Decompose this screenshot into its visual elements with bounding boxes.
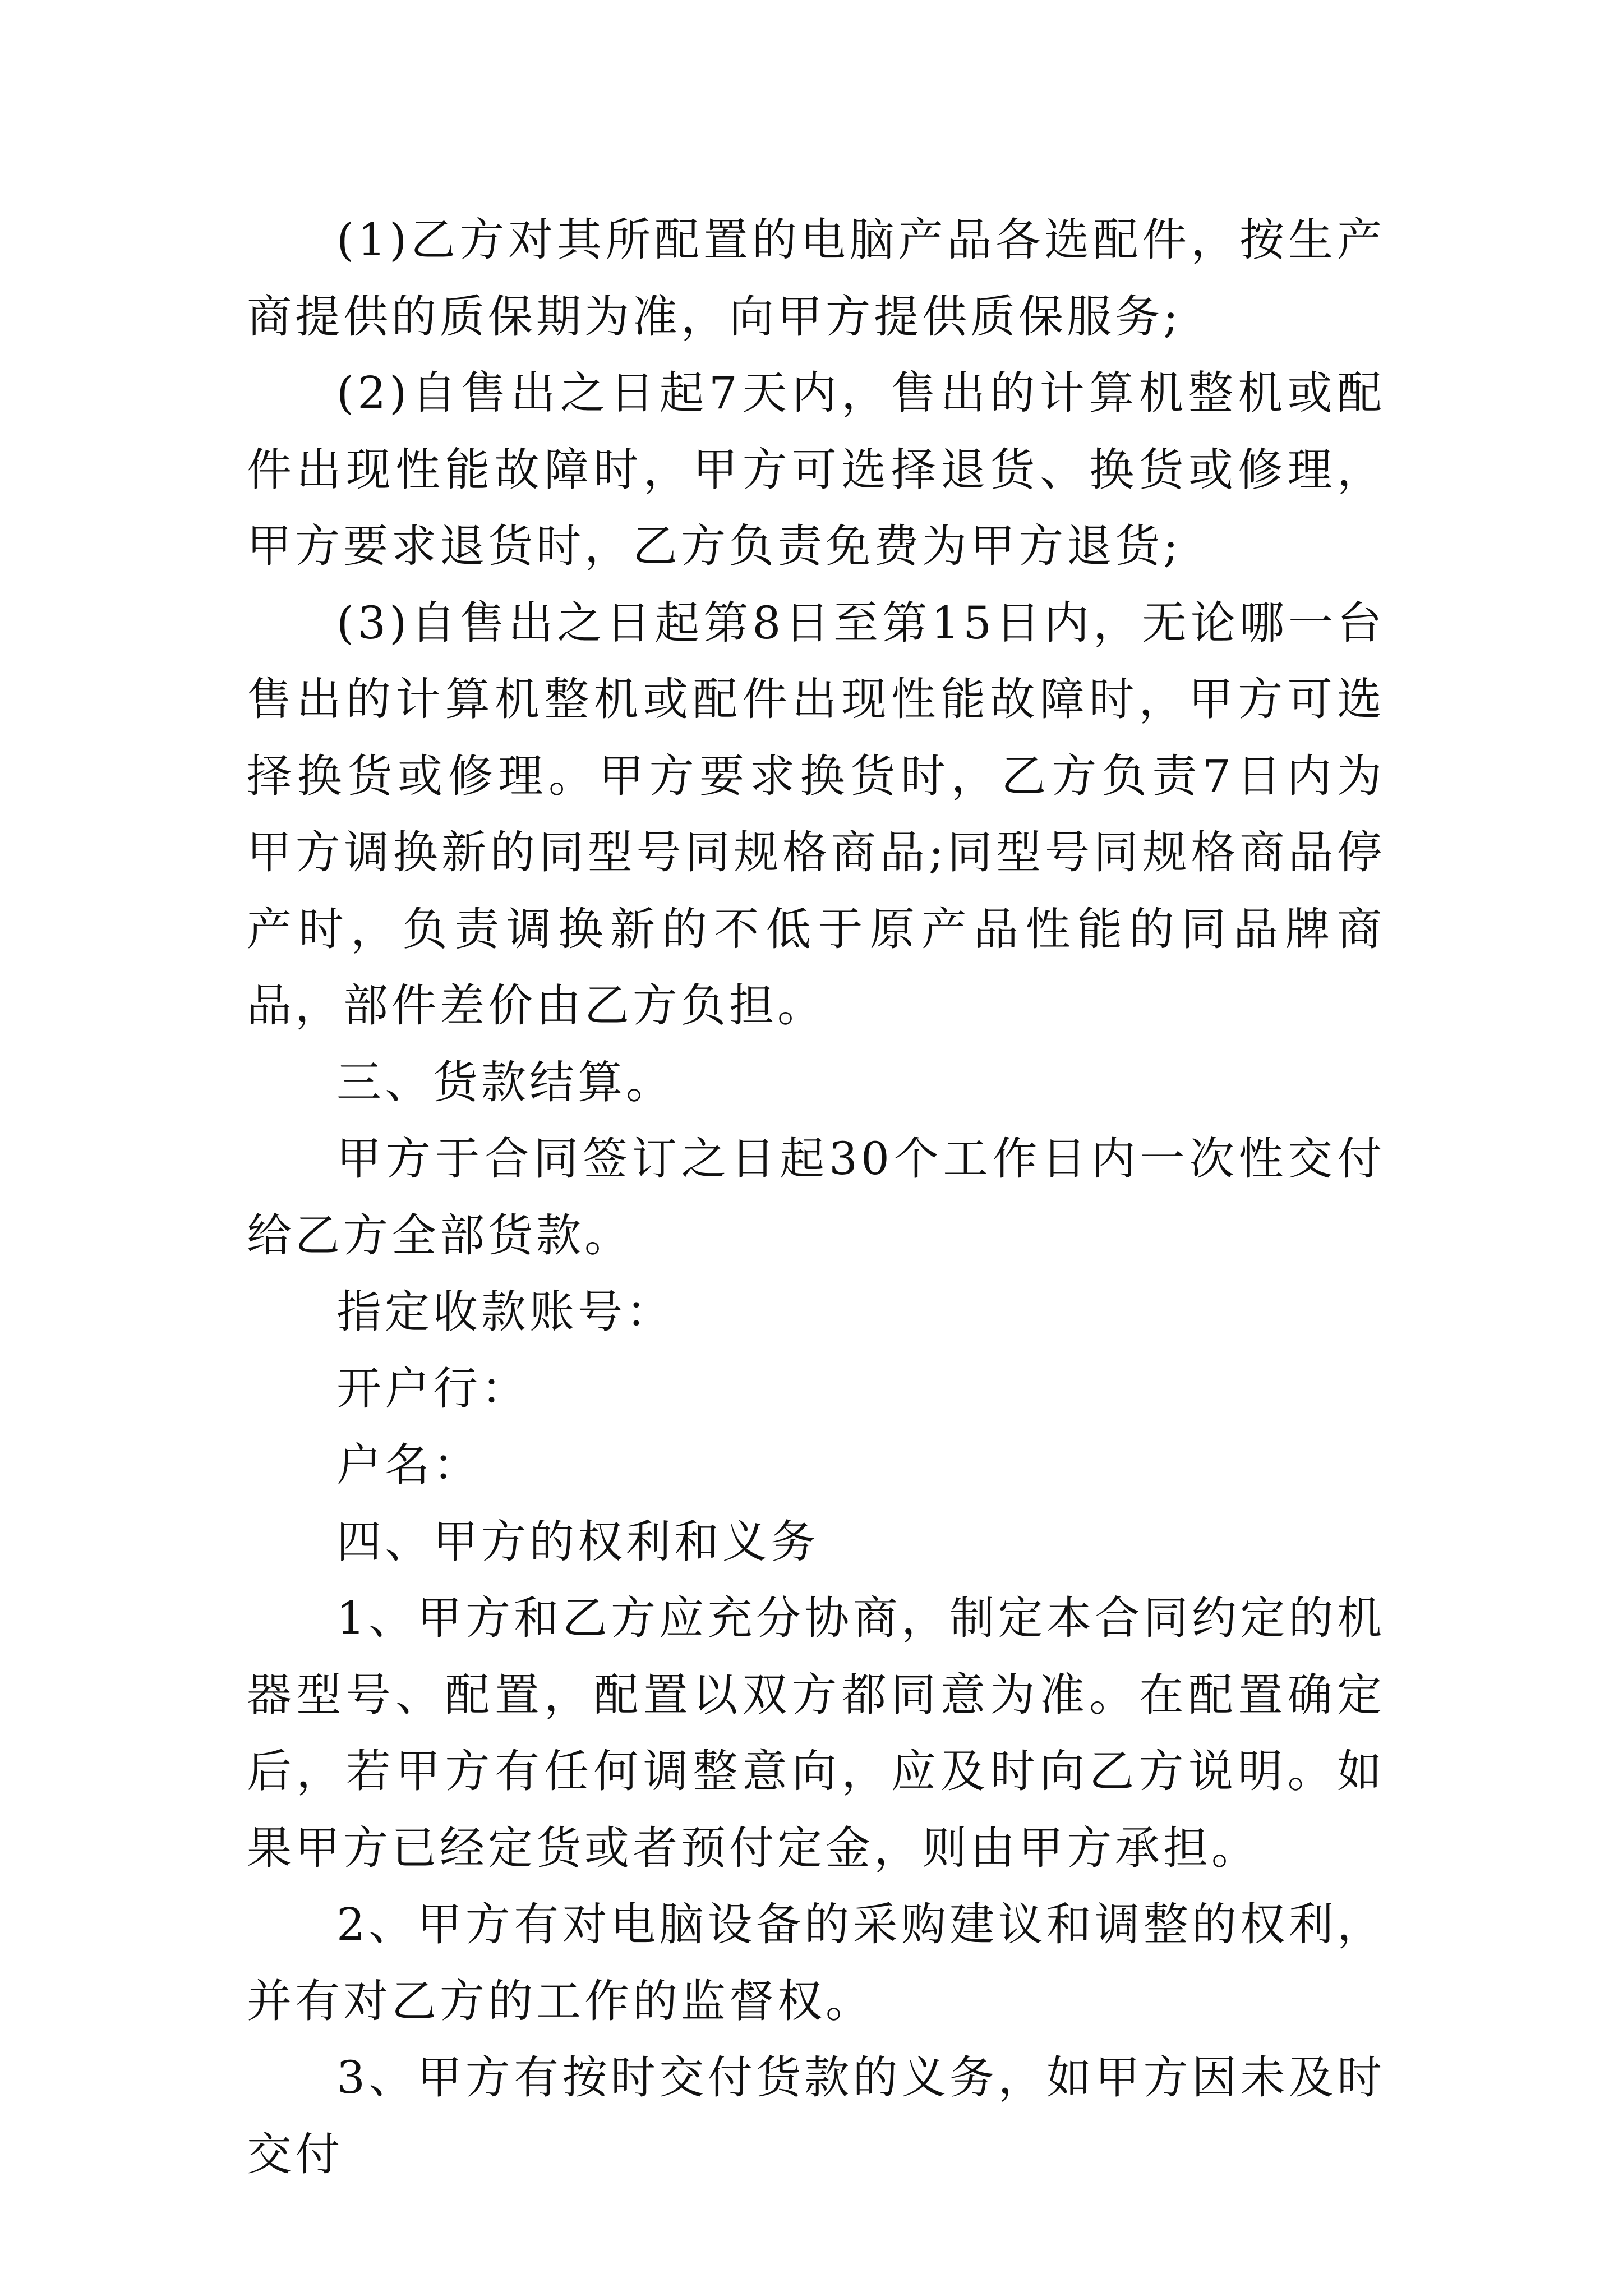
- paragraph-payment-terms: 甲方于合同签订之日起30个工作日内一次性交付给乙方全部货款。: [247, 1133, 1385, 1262]
- paragraph-warranty-2: (2)自售出之日起7天内，售出的计算机整机或配件出现性能故障时，甲方可选择退货、换货或修理，甲方要求退货时，乙方负责免费为甲方退货;: [247, 367, 1385, 572]
- paragraph-party-a-2: 2、甲方有对电脑设备的采购建议和调整的权利，并有对乙方的工作的监督权。: [247, 1898, 1385, 2027]
- paragraph-warranty-1: (1)乙方对其所配置的电脑产品各选配件，按生产商提供的质保期为准，向甲方提供质保服务;: [247, 214, 1385, 343]
- field-account-number: 指定收款账号：: [336, 1286, 674, 1338]
- section-heading-payment: 三、货款结算。: [336, 1056, 674, 1108]
- paragraph-party-a-1: 1、甲方和乙方应充分协商，制定本合同约定的机器型号、配置，配置以双方都同意为准。在配置确定后，若甲方有任何调整意向，应及时向乙方说明。如果甲方已经定货或者预付定金，则由甲方承担。: [247, 1592, 1385, 1874]
- paragraph-party-a-3: 3、甲方有按时交付货款的义务，如甲方因未及时交付: [247, 2051, 1385, 2180]
- document-body: [247, 202, 1385, 2193]
- section-heading-party-a: 四、甲方的权利和义务: [336, 1515, 819, 1568]
- paragraph-warranty-3: (3)自售出之日起第8日至第15日内，无论哪一台售出的计算机整机或配件出现性能故障时，甲方可选择换货或修理。甲方要求换货时，乙方负责7日内为甲方调换新的同型号同规格商品;同型号同规格商品停产时，负责调换新的不低于原产品性能的同品牌商品，部件差价由乙方负担。: [247, 596, 1385, 1032]
- field-account-name: 户名：: [336, 1439, 481, 1491]
- field-bank: 开户行：: [336, 1362, 529, 1415]
